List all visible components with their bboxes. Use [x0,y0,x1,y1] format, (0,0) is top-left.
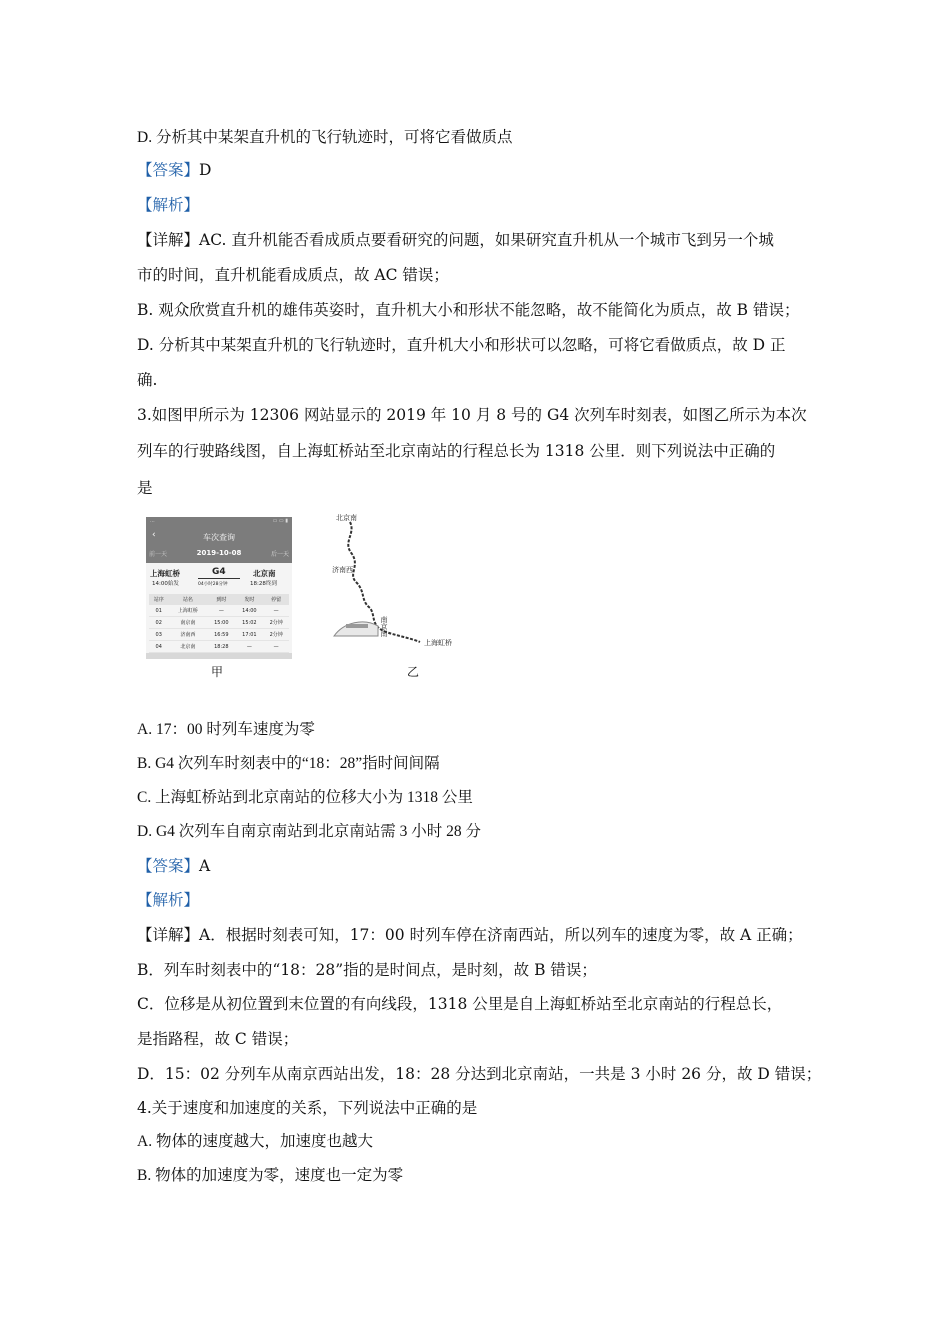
table-row [149,629,289,641]
table-cell: — [235,641,263,653]
station-beijing: 北京南 [336,514,357,522]
table-cell: 01 [149,605,168,617]
col-header: 站序 [149,594,168,605]
station-shanghai: 上海虹桥 [424,639,452,647]
table-cell: 03 [149,629,168,641]
timetable-figure [146,517,292,659]
col-header: 停留 [263,594,289,605]
q2-option-d: D. 分析其中某架直升机的飞行轨迹时，可将它看做质点 [137,129,513,146]
q4-option-a: A. 物体的速度越大，加速度也越大 [137,1133,373,1150]
answer-tag: 【答案】 [137,857,200,875]
explain-line: D. 分析其中某架直升机的飞行轨迹时，直升机大小和形状可以忽略，可将它看做质点，故 D 正 [137,336,786,354]
answer-2 [137,856,210,876]
screen-title: 车次查询 [203,533,235,542]
table-cell: 15:02 [235,617,263,629]
col-header: 到时 [207,594,235,605]
figure-caption-jia: 甲 [211,665,224,679]
table-cell: 2分钟 [263,629,289,641]
explain-line: C．位移是从初位置到末位置的有向线段，1318 公里是自上海虹桥站至北京南站的行程总长， [137,995,783,1013]
to-time: 18:28终到 [250,581,277,587]
explain-line: B．列车时刻表中的“18：28”指的是时间点，是时刻，故 B 错误； [137,961,597,979]
timetable-header [146,517,292,563]
table-cell: 14:00 [235,605,263,617]
table-cell: — [263,641,289,653]
train-number: G4 [212,567,226,577]
table-cell: 南京南 [168,617,207,629]
route-map [320,508,470,658]
q3-stem-line: 是 [137,479,153,497]
table-cell: — [263,605,289,617]
bottom-bar [146,653,292,659]
table-cell: 04 [149,641,168,653]
prev-day-button[interactable]: 前一天 [149,551,168,558]
table-cell: 16:59 [207,629,235,641]
to-station: 北京南 [253,569,276,578]
date-label: 2019-10-08 [196,549,242,557]
analysis-label-1: 【解析】 [137,196,200,214]
back-arrow-icon[interactable]: ‹ [152,530,156,540]
explain-line: 确. [137,371,158,389]
explain-line: 是指路程，故 C 错误； [137,1030,299,1048]
table-row [149,617,289,629]
analysis-label-2: 【解析】 [137,891,200,909]
train-image [334,622,378,636]
table-row [149,605,289,617]
from-time: 14:00始发 [152,581,179,587]
table-cell: 02 [149,617,168,629]
answer-value: D [199,161,212,179]
q3-stem-line: 列车的行驶路线图，自上海虹桥站至北京南站的行程总长为 1318 公里．则下列说法中正确的 [137,442,776,460]
q3-option-b: B. G4 次列车时刻表中的“18：28”指时间间隔 [137,755,440,772]
answer-tag: 【答案】 [137,161,200,179]
table-cell: — [207,605,235,617]
next-day-button[interactable]: 后一天 [270,551,289,558]
col-header: 发时 [235,594,263,605]
table-header-row [149,594,289,605]
explain-line: 【详解】A．根据时刻表可知，17：00 时列车停在济南西站，所以列车的速度为零，故 A 正确； [137,926,803,944]
answer-1 [137,160,211,180]
q4-stem: 4.关于速度和加速度的关系，下列说法中正确的是 [137,1099,478,1117]
status-right: ▭ ▭ ▮ [272,518,288,524]
explain-line: 市的时间，直升机能看成质点，故 AC 错误； [137,266,449,284]
explain-line: B. 观众欣赏直升机的雄伟英姿时，直升机大小和形状不能忽略，故不能简化为质点，故 B 错误； [137,301,800,319]
explain-line: D．15：02 分列车从南京西站出发，18：28 分达到北京南站，一共是 3 小时 26 分，故 D 错误； [137,1065,822,1083]
table-cell: 济南西 [168,629,207,641]
q3-stem-line: 3.如图甲所示为 12306 网站显示的 2019 年 10 月 8 号的 G4 次列车时刻表，如图乙所示为本次 [137,406,807,424]
q3-option-d: D. G4 次列车自南京南站到北京南站需 3 小时 28 分 [137,823,482,840]
table-cell: 北京南 [168,641,207,653]
explain-line: 【详解】AC. 直升机能否看成质点要看研究的问题，如果研究直升机从一个城市飞到另一个城 [137,231,774,249]
table-cell: 18:28 [207,641,235,653]
q4-option-b: B. 物体的加速度为零，速度也一定为零 [137,1167,404,1184]
duration: 04小时28分钟 [198,582,228,587]
status-left: ... [150,518,155,524]
table-row [149,641,289,653]
col-header: 站名 [168,594,207,605]
table-cell: 上海虹桥 [168,605,207,617]
station-jinan: 济南西 [332,566,353,574]
answer-value: A [199,857,211,875]
station-nanjing: 南京南 [380,616,388,637]
table-cell: 2分钟 [263,617,289,629]
from-station: 上海虹桥 [150,569,180,578]
train-arrow-icon [198,578,240,579]
status-bar [150,518,288,524]
q3-option-c: C. 上海虹桥站到北京南站的位移大小为 1318 公里 [137,789,473,806]
table-cell: 17:01 [235,629,263,641]
q3-option-a: A. 17：00 时列车速度为零 [137,721,315,738]
stops-table [149,594,289,653]
figure-caption-yi: 乙 [407,665,420,679]
table-cell: 15:00 [207,617,235,629]
